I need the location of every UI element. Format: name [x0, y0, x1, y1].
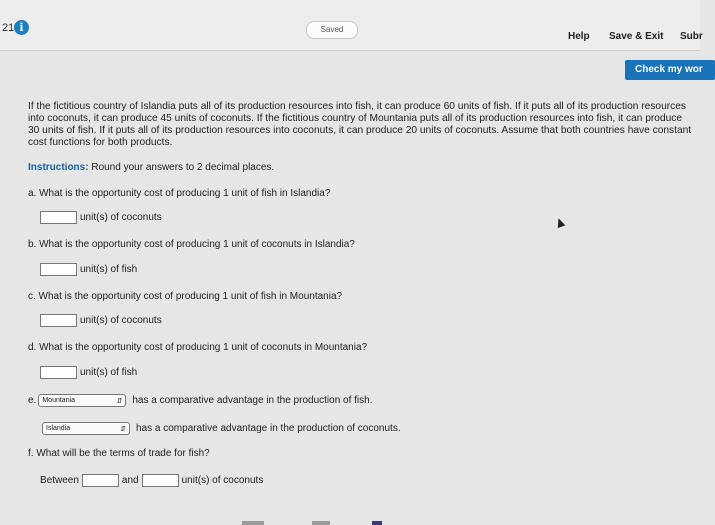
terms-low-input[interactable]	[82, 474, 119, 487]
page-indicator-fragment	[312, 521, 330, 525]
question-c: c. What is the opportunity cost of producing 1 unit of fish in Mountania?	[28, 291, 343, 302]
question-e-line1: has a comparative advantage in the production of fish.	[132, 395, 373, 406]
prev-nav-fragment[interactable]	[242, 521, 264, 525]
select-arrows-icon: ⇵	[120, 425, 126, 433]
country-select-coconuts[interactable]	[42, 422, 130, 435]
grid-nav-fragment[interactable]	[372, 521, 382, 525]
help-link[interactable]: Help	[568, 31, 590, 42]
instructions-text: Round your answers to 2 decimal places.	[88, 162, 275, 173]
answer-c-unit: unit(s) of coconuts	[80, 315, 162, 326]
answer-a-row	[40, 211, 162, 224]
save-exit-link[interactable]: Save & Exit	[609, 31, 664, 42]
answer-d-row	[40, 366, 137, 379]
country-select-coconuts-value: Islandia	[46, 425, 71, 432]
answer-a-input[interactable]	[40, 211, 77, 224]
problem-statement: If the fictitious country of Islandia puts all of its production resources into fish, it can produce 60 units of fish. If it puts all of its production resources into coconuts, it can produce 45 units of coconuts. If the fictitious country of Mountania puts all of its production resources into fish, it can produce 30 units of fish. If it puts all of its production resources into coconuts, it can produce 20 units of coconuts. Assume that both countries have constant cost functions for both products.	[28, 101, 692, 148]
question-a: a. What is the opportunity cost of producing 1 unit of fish in Islandia?	[28, 188, 331, 199]
bottom-navigation-cutoff	[220, 516, 400, 525]
check-my-work-button[interactable]: Check my wor	[625, 60, 715, 80]
instructions	[28, 162, 274, 173]
answer-b-row	[40, 263, 137, 276]
info-icon[interactable]: i	[14, 20, 29, 35]
question-e-line2: has a comparative advantage in the production of coconuts.	[136, 423, 401, 434]
submit-link[interactable]: Subr	[680, 31, 703, 42]
select-arrows-icon: ⇵	[116, 397, 123, 405]
country-select-fish[interactable]	[38, 394, 126, 407]
between-label: Between	[40, 475, 79, 486]
answer-e2-row	[42, 422, 401, 435]
question-b: b. What is the opportunity cost of producing 1 unit of coconuts in Islandia?	[28, 239, 355, 250]
saved-status-badge: Saved	[306, 21, 358, 39]
terms-high-input[interactable]	[142, 474, 179, 487]
question-d: d. What is the opportunity cost of producing 1 unit of coconuts in Mountania?	[28, 342, 368, 353]
and-label: and	[121, 475, 139, 486]
instructions-label: Instructions:	[28, 162, 89, 173]
answer-c-row	[40, 314, 162, 327]
answer-d-unit: unit(s) of fish	[80, 367, 138, 378]
answer-f-row	[40, 474, 263, 487]
country-select-fish-value: Mountania	[42, 397, 76, 404]
question-f: f. What will be the terms of trade for fish?	[28, 448, 210, 459]
top-bar	[0, 0, 703, 51]
answer-b-unit: unit(s) of fish	[80, 264, 138, 275]
question-number: 21	[2, 22, 15, 34]
answer-f-unit: unit(s) of coconuts	[181, 475, 264, 486]
answer-b-input[interactable]	[40, 263, 77, 276]
answer-d-input[interactable]	[40, 366, 77, 379]
mouse-pointer-icon	[555, 217, 566, 228]
question-e-prefix: e.	[28, 395, 37, 406]
answer-a-unit: unit(s) of coconuts	[80, 212, 162, 223]
answer-c-input[interactable]	[40, 314, 77, 327]
answer-e1-row	[28, 394, 373, 407]
